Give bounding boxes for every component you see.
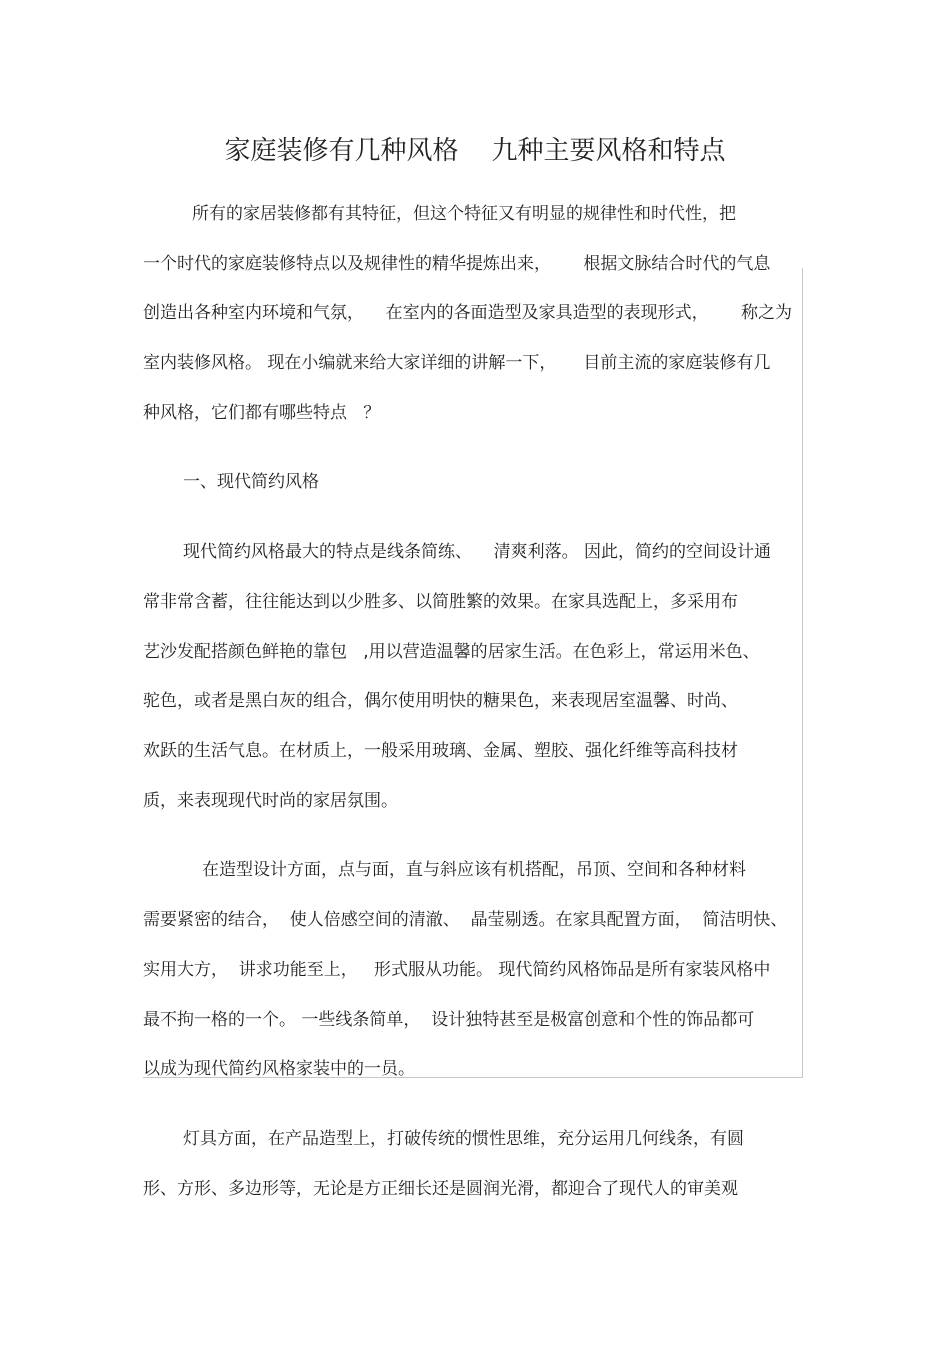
paragraph-line: 艺沙发配搭颜色鲜艳的靠包 ,用以营造温馨的居家生活。在色彩上，常运用米色、 [143, 642, 760, 662]
section-heading: 一、现代简约风格 [183, 472, 319, 492]
paragraph-line: 实用大方， 讲求功能至上， 形式服从功能。 现代简约风格饰品是所有家装风格中 [143, 960, 771, 980]
paragraph-line: 种风格，它们都有哪些特点 ？ [143, 403, 381, 423]
paragraph-line: 所有的家居装修都有其特征，但这个特征又有明显的规律性和时代性，把 [192, 204, 736, 224]
paragraph-line: 一个时代的家庭装修特点以及规律性的精华提炼出来， 根据文脉结合时代的气息 [143, 254, 771, 274]
paragraph-line: 创造出各种室内环境和气氛， 在室内的各面造型及家具造型的表现形式， 称之为 [143, 303, 793, 323]
paragraph-line: 在造型设计方面，点与面，直与斜应该有机搭配，吊顶、空间和各种材料 [202, 860, 746, 880]
paragraph-line: 需要紧密的结合， 使人倍感空间的清澈、 晶莹剔透。在家具配置方面， 简洁明快、 [143, 910, 788, 930]
paragraph-line: 现代简约风格最大的特点是线条简练、 清爽利落。 因此，简约的空间设计通 [183, 542, 772, 562]
paragraph-line: 最不拘一格的一个。 一些线条简单， 设计独特甚至是极富创意和个性的饰品都可 [143, 1010, 755, 1030]
content-frame [143, 268, 803, 1078]
document-title: 家庭装修有几种风格 九种主要风格和特点 [224, 136, 726, 166]
paragraph-line: 欢跃的生活气息。在材质上，一般采用玻璃、金属、塑胶、强化纤维等高科技材 [143, 741, 738, 761]
paragraph-line: 质，来表现现代时尚的家居氛围。 [143, 791, 398, 811]
paragraph-line: 室内装修风格。 现在小编就来给大家详细的讲解一下， 目前主流的家庭装修有几 [143, 353, 771, 373]
paragraph-line: 形、方形、多边形等，无论是方正细长还是圆润光滑，都迎合了现代人的审美观 [143, 1179, 738, 1199]
paragraph-line: 驼色，或者是黑白灰的组合，偶尔使用明快的糖果色，来表现居室温馨、时尚、 [143, 691, 738, 711]
paragraph-line: 以成为现代简约风格家装中的一员。 [143, 1059, 415, 1079]
paragraph-line: 常非常含蓄，往往能达到以少胜多、以简胜繁的效果。在家具选配上，多采用布 [143, 592, 738, 612]
paragraph-line: 灯具方面，在产品造型上，打破传统的惯性思维，充分运用几何线条，有圆 [183, 1129, 744, 1149]
